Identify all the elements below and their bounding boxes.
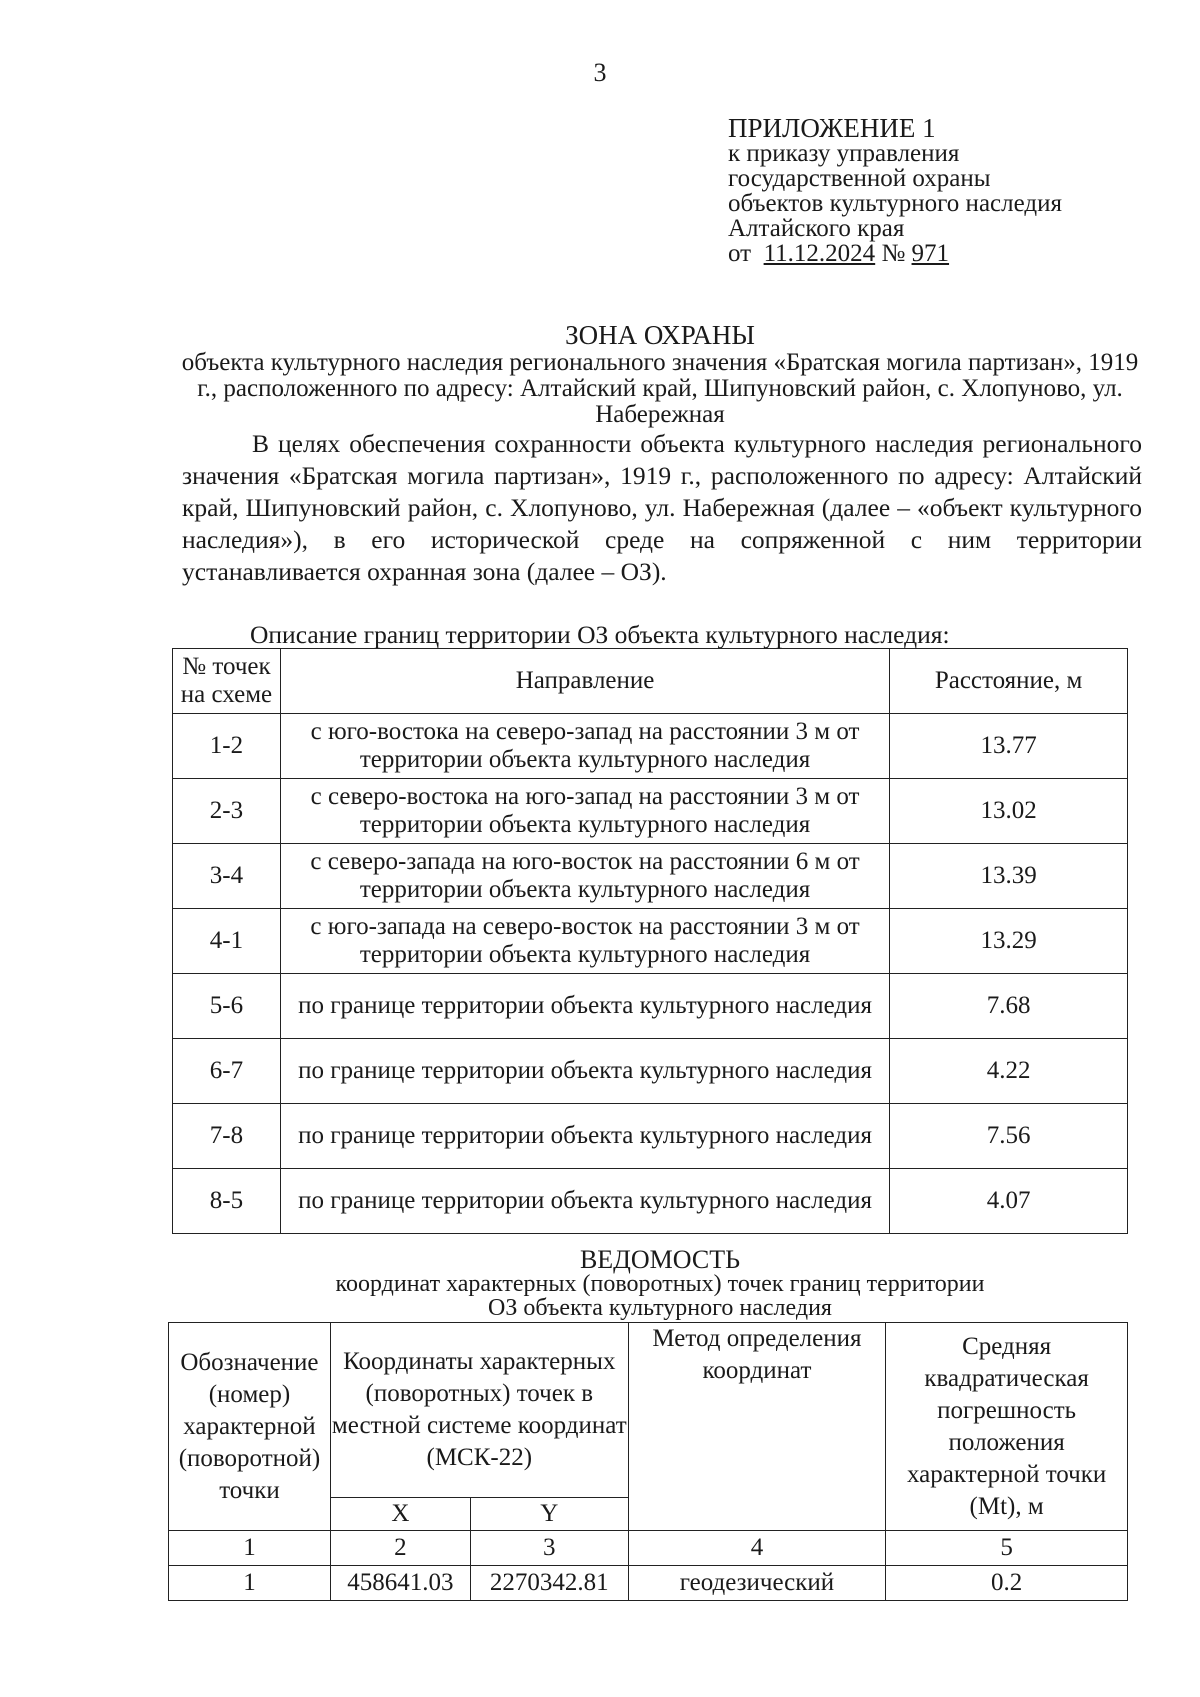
cell-point: 1 bbox=[169, 1566, 331, 1601]
table-row bbox=[173, 1104, 1128, 1169]
cell-direction: с юго-востока на северо-запад на расстоянии 3 м от территории объекта культурного наследия bbox=[280, 714, 889, 779]
cell-y: 2270342.81 bbox=[470, 1566, 628, 1601]
statement-title: ВЕДОМОСТЬ bbox=[579, 1245, 741, 1274]
coordinates-table bbox=[168, 1322, 1128, 1601]
table-header-row bbox=[169, 1323, 1128, 1498]
cell-direction: с северо-запада на юго-восток на расстоянии 6 м от территории объекта культурного наследия bbox=[280, 844, 889, 909]
cell-direction: по границе территории объекта культурного наследия bbox=[280, 1039, 889, 1104]
page-number: 3 bbox=[593, 58, 607, 87]
cell-distance: 13.29 bbox=[890, 909, 1128, 974]
appendix-line: объектов культурного наследия bbox=[728, 190, 1062, 217]
cell-direction: с юго-запада на северо-восток на расстоянии 3 м от территории объекта культурного наследия bbox=[280, 909, 889, 974]
header-x: X bbox=[330, 1498, 470, 1531]
table-row bbox=[173, 1169, 1128, 1234]
header-direction: Направление bbox=[280, 649, 889, 714]
cell-points: 6-7 bbox=[173, 1039, 281, 1104]
table-row bbox=[169, 1566, 1128, 1601]
cell-direction: по границе территории объекта культурного наследия bbox=[280, 1169, 889, 1234]
cell-distance: 4.07 bbox=[890, 1169, 1128, 1234]
appendix-line: к приказу управления bbox=[728, 140, 960, 167]
header-distance: Расстояние, м bbox=[890, 649, 1128, 714]
table-row bbox=[173, 779, 1128, 844]
cell-direction: по границе территории объекта культурного наследия bbox=[280, 974, 889, 1039]
table-row bbox=[173, 974, 1128, 1039]
cell-distance: 13.39 bbox=[890, 844, 1128, 909]
appendix-date-line bbox=[728, 241, 1062, 266]
header-coordinates: Координаты характерных (поворотных) точек в местной системе координат (МСК-22) bbox=[330, 1323, 628, 1498]
cell-method: геодезический bbox=[628, 1566, 886, 1601]
cell-distance: 13.77 bbox=[890, 714, 1128, 779]
statement-subtitle: координат характерных (поворотных) точек границ территории ОЗ объекта культурного наследия bbox=[335, 1271, 985, 1321]
order-date: 11.12.2024 bbox=[763, 240, 876, 267]
cell-direction: по границе территории объекта культурного наследия bbox=[280, 1104, 889, 1169]
appendix-title: ПРИЛОЖЕНИЕ 1 bbox=[728, 113, 936, 143]
number-prefix: № bbox=[881, 240, 906, 267]
col-number: 1 bbox=[169, 1531, 331, 1566]
cell-distance: 7.68 bbox=[890, 974, 1128, 1039]
cell-x: 458641.03 bbox=[330, 1566, 470, 1601]
zone-title: ЗОНА ОХРАНЫ bbox=[565, 320, 755, 350]
cell-points: 7-8 bbox=[173, 1104, 281, 1169]
header-error: Средняя квадратическая погрешность положения характерной точки (Mt), м bbox=[886, 1323, 1128, 1531]
appendix-line: государственной охраны bbox=[728, 165, 991, 192]
cell-points: 2-3 bbox=[173, 779, 281, 844]
col-number: 5 bbox=[886, 1531, 1128, 1566]
cell-points: 3-4 bbox=[173, 844, 281, 909]
header-designation: Обозначение (номер) характерной (поворотной) точки bbox=[169, 1323, 331, 1531]
column-number-row bbox=[169, 1531, 1128, 1566]
appendix-line: Алтайского края bbox=[728, 215, 905, 242]
date-prefix: от bbox=[728, 240, 752, 267]
intro-paragraph bbox=[182, 428, 1142, 588]
table-row bbox=[173, 844, 1128, 909]
order-number: 971 bbox=[911, 240, 950, 267]
col-number: 4 bbox=[628, 1531, 886, 1566]
header-method: Метод определения координат bbox=[628, 1323, 886, 1531]
appendix-block bbox=[728, 113, 1062, 267]
table-row bbox=[173, 909, 1128, 974]
object-subtitle: объекта культурного наследия регионального значения «Братская могила партизан», 1919 г., расположенного по адресу: Алтайский край, Шипуновский район, с. Хлопуново, ул. Набережная bbox=[181, 349, 1139, 428]
cell-points: 5-6 bbox=[173, 974, 281, 1039]
table-header-row bbox=[173, 649, 1128, 714]
intro-text: В целях обеспечения сохранности объекта культурного наследия регионального значения «Братская могила партизан», 1919 г., расположенного по адресу: Алтайский край, Шипуновский район, с. Хлопуново, ул. Набережная (далее – «объект культурного наследия»), в его исторической среде на сопряженной с ним территории устанавливается охранная зона (далее – ОЗ). bbox=[182, 429, 1142, 586]
header-points: № точек на схеме bbox=[173, 649, 281, 714]
cell-distance: 7.56 bbox=[890, 1104, 1128, 1169]
col-number: 2 bbox=[330, 1531, 470, 1566]
table-row bbox=[173, 714, 1128, 779]
cell-direction: с северо-востока на юго-запад на расстоянии 3 м от территории объекта культурного наследия bbox=[280, 779, 889, 844]
header-y: Y bbox=[470, 1498, 628, 1531]
cell-distance: 13.02 bbox=[890, 779, 1128, 844]
cell-points: 8-5 bbox=[173, 1169, 281, 1234]
cell-points: 4-1 bbox=[173, 909, 281, 974]
table1-caption: Описание границ территории ОЗ объекта культурного наследия: bbox=[250, 620, 950, 649]
boundary-table bbox=[172, 648, 1128, 1234]
col-number: 3 bbox=[470, 1531, 628, 1566]
table-row bbox=[173, 1039, 1128, 1104]
cell-distance: 4.22 bbox=[890, 1039, 1128, 1104]
cell-error: 0.2 bbox=[886, 1566, 1128, 1601]
cell-points: 1-2 bbox=[173, 714, 281, 779]
